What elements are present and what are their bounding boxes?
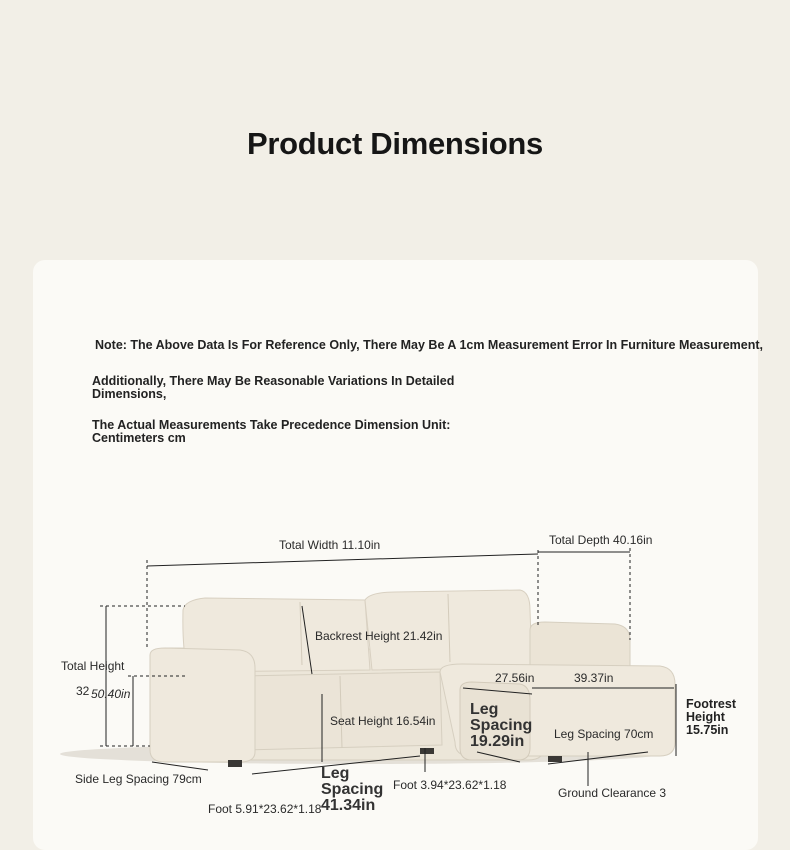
note-line-3: The Actual Measurements Take Precedence Dimension Unit: Centimeters cm [92,418,451,445]
depth-27-label: 27.56in [495,671,535,685]
page-title: Product Dimensions [246,126,544,161]
total-depth-label: Total Depth 40.16in [549,533,653,547]
total-height-value-a: 32 [76,684,90,698]
ground-clearance-label: Ground Clearance 3 [558,786,667,800]
leg-spacing-70-label: Leg Spacing 70cm [554,727,654,741]
leg-spacing-b-label: Leg Spacing 41.34in [321,765,384,814]
total-height-value-b: 50.40in [91,687,131,701]
leg-spacing-a-label: Leg Spacing 19.29in [470,701,533,750]
note-line-1: Note: The Above Data Is For Reference Only, There May Be A 1cm Measurement Error In Furniture Measurement, [95,338,763,352]
depth-39-label: 39.37in [574,671,614,685]
foot-mid-label: Foot 3.94*23.62*1.18 [393,778,507,792]
footrest-height-label: Footrest Height 15.75in [686,697,736,737]
foot-left-label: Foot 5.91*23.62*1.18 [208,802,322,816]
seat-height-label: Seat Height 16.54in [330,714,436,728]
note-line-2: Additionally, There May Be Reasonable Variations In Detailed Dimensions, [92,374,455,401]
total-width-label: Total Width 11.10in [279,538,381,552]
total-height-label: Total Height [61,659,125,673]
side-leg-spacing-label: Side Leg Spacing 79cm [75,772,202,786]
backrest-height-label: Backrest Height 21.42in [315,629,443,643]
